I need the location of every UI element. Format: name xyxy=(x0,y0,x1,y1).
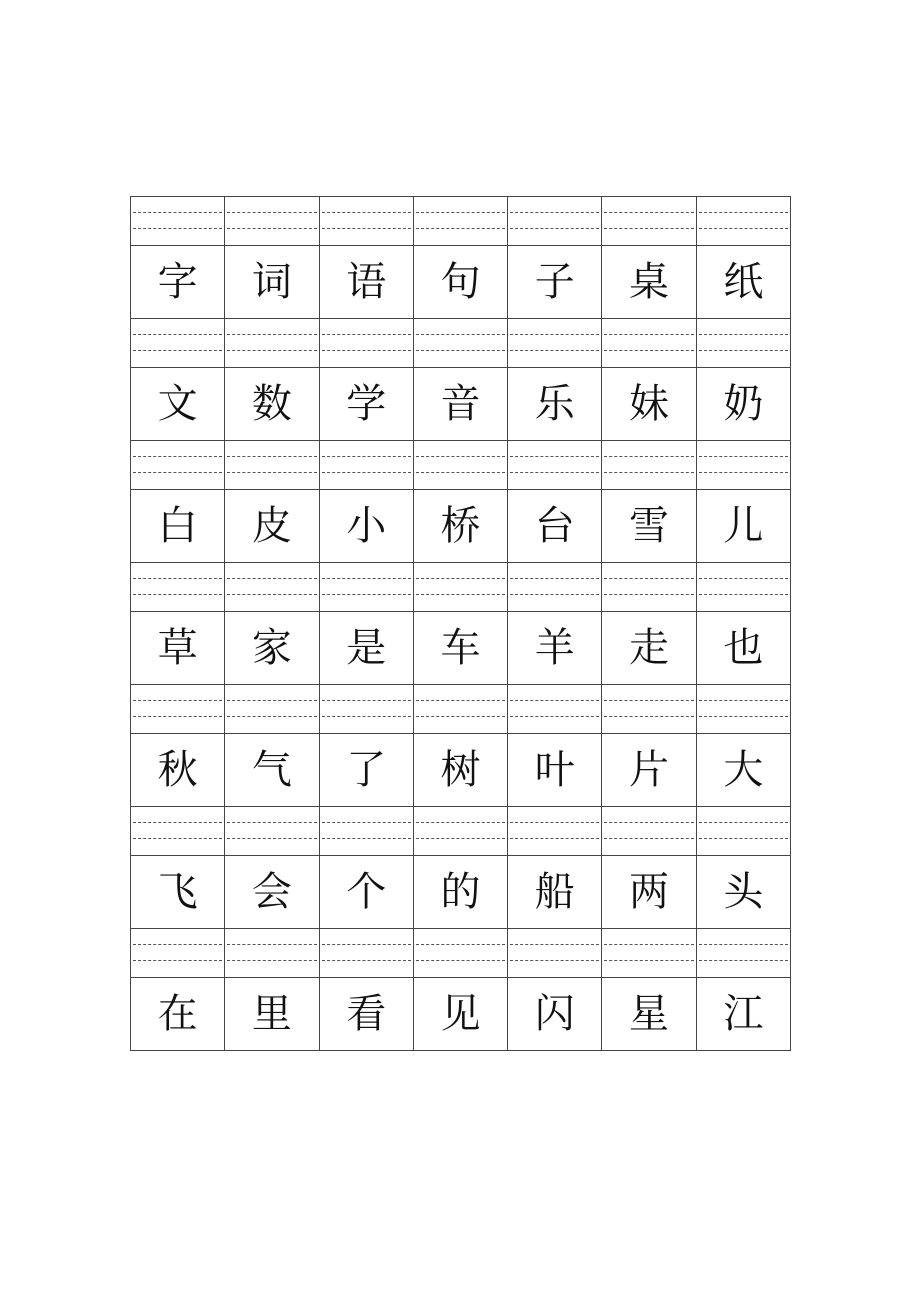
character-cell: 走 xyxy=(602,612,696,685)
character-cell: 两 xyxy=(602,856,696,929)
character-cell: 纸 xyxy=(697,246,791,319)
dashed-guide-line xyxy=(322,594,411,595)
character-cell: 桥 xyxy=(414,490,508,563)
pinyin-writing-cell xyxy=(602,807,696,856)
pinyin-writing-cell xyxy=(508,563,602,612)
character-row xyxy=(131,978,791,1051)
pinyin-writing-cell xyxy=(602,685,696,734)
pinyin-writing-cell xyxy=(414,685,508,734)
dashed-guide-line xyxy=(416,472,505,473)
dashed-guide-line xyxy=(322,944,411,945)
dashed-guide-line xyxy=(227,716,316,717)
character-cell: 里 xyxy=(225,978,319,1051)
character-cell: 叶 xyxy=(508,734,602,807)
character-cell: 星 xyxy=(602,978,696,1051)
character-cell: 儿 xyxy=(697,490,791,563)
dashed-guide-line xyxy=(227,578,316,579)
dashed-guide-line xyxy=(227,960,316,961)
pinyin-writing-cell xyxy=(225,197,319,246)
pinyin-writing-cell xyxy=(697,441,791,490)
pinyin-writing-row xyxy=(131,807,791,856)
dashed-guide-line xyxy=(322,456,411,457)
dashed-guide-line xyxy=(227,334,316,335)
dashed-guide-line xyxy=(133,472,222,473)
dashed-guide-line xyxy=(416,456,505,457)
dashed-guide-line xyxy=(699,578,788,579)
dashed-guide-line xyxy=(604,334,693,335)
character-cell: 会 xyxy=(225,856,319,929)
pinyin-writing-cell xyxy=(320,929,414,978)
dashed-guide-line xyxy=(227,838,316,839)
pinyin-writing-row xyxy=(131,929,791,978)
dashed-guide-line xyxy=(416,700,505,701)
dashed-guide-line xyxy=(510,212,599,213)
character-cell: 在 xyxy=(131,978,225,1051)
dashed-guide-line xyxy=(604,944,693,945)
pinyin-writing-row xyxy=(131,563,791,612)
dashed-guide-line xyxy=(133,594,222,595)
character-cell: 数 xyxy=(225,368,319,441)
dashed-guide-line xyxy=(322,578,411,579)
dashed-guide-line xyxy=(699,716,788,717)
dashed-guide-line xyxy=(416,822,505,823)
character-cell: 草 xyxy=(131,612,225,685)
pinyin-writing-cell xyxy=(131,929,225,978)
dashed-guide-line xyxy=(699,700,788,701)
dashed-guide-line xyxy=(510,594,599,595)
pinyin-writing-cell xyxy=(508,929,602,978)
dashed-guide-line xyxy=(510,838,599,839)
dashed-guide-line xyxy=(510,700,599,701)
pinyin-writing-cell xyxy=(131,441,225,490)
dashed-guide-line xyxy=(227,944,316,945)
character-cell: 片 xyxy=(602,734,696,807)
character-cell: 音 xyxy=(414,368,508,441)
character-row xyxy=(131,368,791,441)
pinyin-character-worksheet xyxy=(130,196,791,1051)
pinyin-writing-cell xyxy=(414,563,508,612)
character-cell: 闪 xyxy=(508,978,602,1051)
dashed-guide-line xyxy=(133,838,222,839)
dashed-guide-line xyxy=(227,228,316,229)
pinyin-writing-cell xyxy=(131,197,225,246)
dashed-guide-line xyxy=(699,334,788,335)
character-cell: 了 xyxy=(320,734,414,807)
dashed-guide-line xyxy=(227,700,316,701)
dashed-guide-line xyxy=(416,228,505,229)
pinyin-writing-cell xyxy=(320,807,414,856)
character-cell: 飞 xyxy=(131,856,225,929)
dashed-guide-line xyxy=(322,472,411,473)
dashed-guide-line xyxy=(322,716,411,717)
dashed-guide-line xyxy=(227,594,316,595)
dashed-guide-line xyxy=(227,822,316,823)
pinyin-writing-cell xyxy=(697,319,791,368)
pinyin-writing-cell xyxy=(508,807,602,856)
dashed-guide-line xyxy=(416,334,505,335)
character-cell: 也 xyxy=(697,612,791,685)
character-row xyxy=(131,734,791,807)
dashed-guide-line xyxy=(604,838,693,839)
dashed-guide-line xyxy=(604,228,693,229)
dashed-guide-line xyxy=(604,700,693,701)
dashed-guide-line xyxy=(416,960,505,961)
dashed-guide-line xyxy=(604,594,693,595)
character-cell: 句 xyxy=(414,246,508,319)
character-cell: 桌 xyxy=(602,246,696,319)
dashed-guide-line xyxy=(322,700,411,701)
character-cell: 家 xyxy=(225,612,319,685)
character-cell: 秋 xyxy=(131,734,225,807)
dashed-guide-line xyxy=(416,350,505,351)
dashed-guide-line xyxy=(699,212,788,213)
character-cell: 头 xyxy=(697,856,791,929)
dashed-guide-line xyxy=(133,228,222,229)
pinyin-writing-cell xyxy=(602,929,696,978)
dashed-guide-line xyxy=(510,716,599,717)
dashed-guide-line xyxy=(699,822,788,823)
character-cell: 看 xyxy=(320,978,414,1051)
character-cell: 个 xyxy=(320,856,414,929)
dashed-guide-line xyxy=(133,700,222,701)
character-cell: 气 xyxy=(225,734,319,807)
pinyin-writing-cell xyxy=(602,319,696,368)
pinyin-writing-row xyxy=(131,319,791,368)
dashed-guide-line xyxy=(699,594,788,595)
dashed-guide-line xyxy=(699,472,788,473)
character-cell: 见 xyxy=(414,978,508,1051)
dashed-guide-line xyxy=(416,578,505,579)
character-cell: 江 xyxy=(697,978,791,1051)
pinyin-writing-cell xyxy=(697,563,791,612)
dashed-guide-line xyxy=(510,350,599,351)
dashed-guide-line xyxy=(510,472,599,473)
dashed-guide-line xyxy=(604,472,693,473)
pinyin-writing-cell xyxy=(320,197,414,246)
dashed-guide-line xyxy=(699,456,788,457)
character-row xyxy=(131,856,791,929)
pinyin-writing-cell xyxy=(320,441,414,490)
dashed-guide-line xyxy=(416,594,505,595)
dashed-guide-line xyxy=(322,350,411,351)
dashed-guide-line xyxy=(227,472,316,473)
character-cell: 羊 xyxy=(508,612,602,685)
pinyin-writing-cell xyxy=(225,685,319,734)
pinyin-writing-cell xyxy=(131,807,225,856)
dashed-guide-line xyxy=(604,822,693,823)
dashed-guide-line xyxy=(604,456,693,457)
dashed-guide-line xyxy=(510,960,599,961)
character-cell: 奶 xyxy=(697,368,791,441)
dashed-guide-line xyxy=(699,838,788,839)
pinyin-writing-cell xyxy=(225,807,319,856)
pinyin-writing-row xyxy=(131,441,791,490)
dashed-guide-line xyxy=(604,350,693,351)
pinyin-writing-cell xyxy=(508,319,602,368)
pinyin-writing-cell xyxy=(697,807,791,856)
character-cell: 台 xyxy=(508,490,602,563)
pinyin-writing-row xyxy=(131,197,791,246)
dashed-guide-line xyxy=(510,334,599,335)
dashed-guide-line xyxy=(227,456,316,457)
dashed-guide-line xyxy=(699,944,788,945)
dashed-guide-line xyxy=(322,822,411,823)
pinyin-writing-cell xyxy=(320,685,414,734)
dashed-guide-line xyxy=(322,334,411,335)
character-cell: 的 xyxy=(414,856,508,929)
pinyin-writing-cell xyxy=(225,563,319,612)
pinyin-writing-cell xyxy=(320,319,414,368)
pinyin-writing-cell xyxy=(697,197,791,246)
character-cell: 雪 xyxy=(602,490,696,563)
pinyin-writing-cell xyxy=(697,685,791,734)
character-cell: 白 xyxy=(131,490,225,563)
dashed-guide-line xyxy=(604,960,693,961)
pinyin-writing-cell xyxy=(508,441,602,490)
dashed-guide-line xyxy=(416,944,505,945)
dashed-guide-line xyxy=(510,578,599,579)
character-cell: 乐 xyxy=(508,368,602,441)
pinyin-writing-cell xyxy=(414,929,508,978)
dashed-guide-line xyxy=(699,228,788,229)
pinyin-writing-cell xyxy=(414,441,508,490)
character-cell: 小 xyxy=(320,490,414,563)
dashed-guide-line xyxy=(510,456,599,457)
pinyin-writing-cell xyxy=(225,441,319,490)
character-row xyxy=(131,246,791,319)
dashed-guide-line xyxy=(416,212,505,213)
dashed-guide-line xyxy=(133,334,222,335)
dashed-guide-line xyxy=(227,212,316,213)
dashed-guide-line xyxy=(133,456,222,457)
character-cell: 船 xyxy=(508,856,602,929)
character-cell: 学 xyxy=(320,368,414,441)
pinyin-writing-cell xyxy=(602,441,696,490)
character-cell: 子 xyxy=(508,246,602,319)
pinyin-writing-cell xyxy=(414,319,508,368)
dashed-guide-line xyxy=(133,822,222,823)
dashed-guide-line xyxy=(510,228,599,229)
character-cell: 树 xyxy=(414,734,508,807)
dashed-guide-line xyxy=(604,716,693,717)
dashed-guide-line xyxy=(133,716,222,717)
dashed-guide-line xyxy=(322,212,411,213)
dashed-guide-line xyxy=(133,350,222,351)
character-row xyxy=(131,612,791,685)
character-row xyxy=(131,490,791,563)
dashed-guide-line xyxy=(416,838,505,839)
dashed-guide-line xyxy=(227,350,316,351)
dashed-guide-line xyxy=(322,228,411,229)
pinyin-writing-cell xyxy=(602,197,696,246)
dashed-guide-line xyxy=(133,960,222,961)
dashed-guide-line xyxy=(699,960,788,961)
dashed-guide-line xyxy=(510,822,599,823)
dashed-guide-line xyxy=(510,944,599,945)
dashed-guide-line xyxy=(133,944,222,945)
dashed-guide-line xyxy=(416,716,505,717)
pinyin-writing-row xyxy=(131,685,791,734)
character-cell: 字 xyxy=(131,246,225,319)
character-cell: 是 xyxy=(320,612,414,685)
character-cell: 语 xyxy=(320,246,414,319)
pinyin-writing-cell xyxy=(508,685,602,734)
dashed-guide-line xyxy=(699,350,788,351)
dashed-guide-line xyxy=(604,212,693,213)
pinyin-writing-cell xyxy=(602,563,696,612)
pinyin-writing-cell xyxy=(131,563,225,612)
character-cell: 大 xyxy=(697,734,791,807)
pinyin-writing-cell xyxy=(131,685,225,734)
character-cell: 文 xyxy=(131,368,225,441)
pinyin-writing-cell xyxy=(508,197,602,246)
pinyin-writing-cell xyxy=(225,319,319,368)
pinyin-writing-cell xyxy=(320,563,414,612)
character-cell: 皮 xyxy=(225,490,319,563)
pinyin-writing-cell xyxy=(414,197,508,246)
pinyin-writing-cell xyxy=(697,929,791,978)
character-cell: 词 xyxy=(225,246,319,319)
dashed-guide-line xyxy=(604,578,693,579)
pinyin-writing-cell xyxy=(414,807,508,856)
character-cell: 车 xyxy=(414,612,508,685)
dashed-guide-line xyxy=(133,212,222,213)
pinyin-writing-cell xyxy=(131,319,225,368)
character-cell: 妹 xyxy=(602,368,696,441)
pinyin-writing-cell xyxy=(225,929,319,978)
dashed-guide-line xyxy=(133,578,222,579)
dashed-guide-line xyxy=(322,838,411,839)
dashed-guide-line xyxy=(322,960,411,961)
